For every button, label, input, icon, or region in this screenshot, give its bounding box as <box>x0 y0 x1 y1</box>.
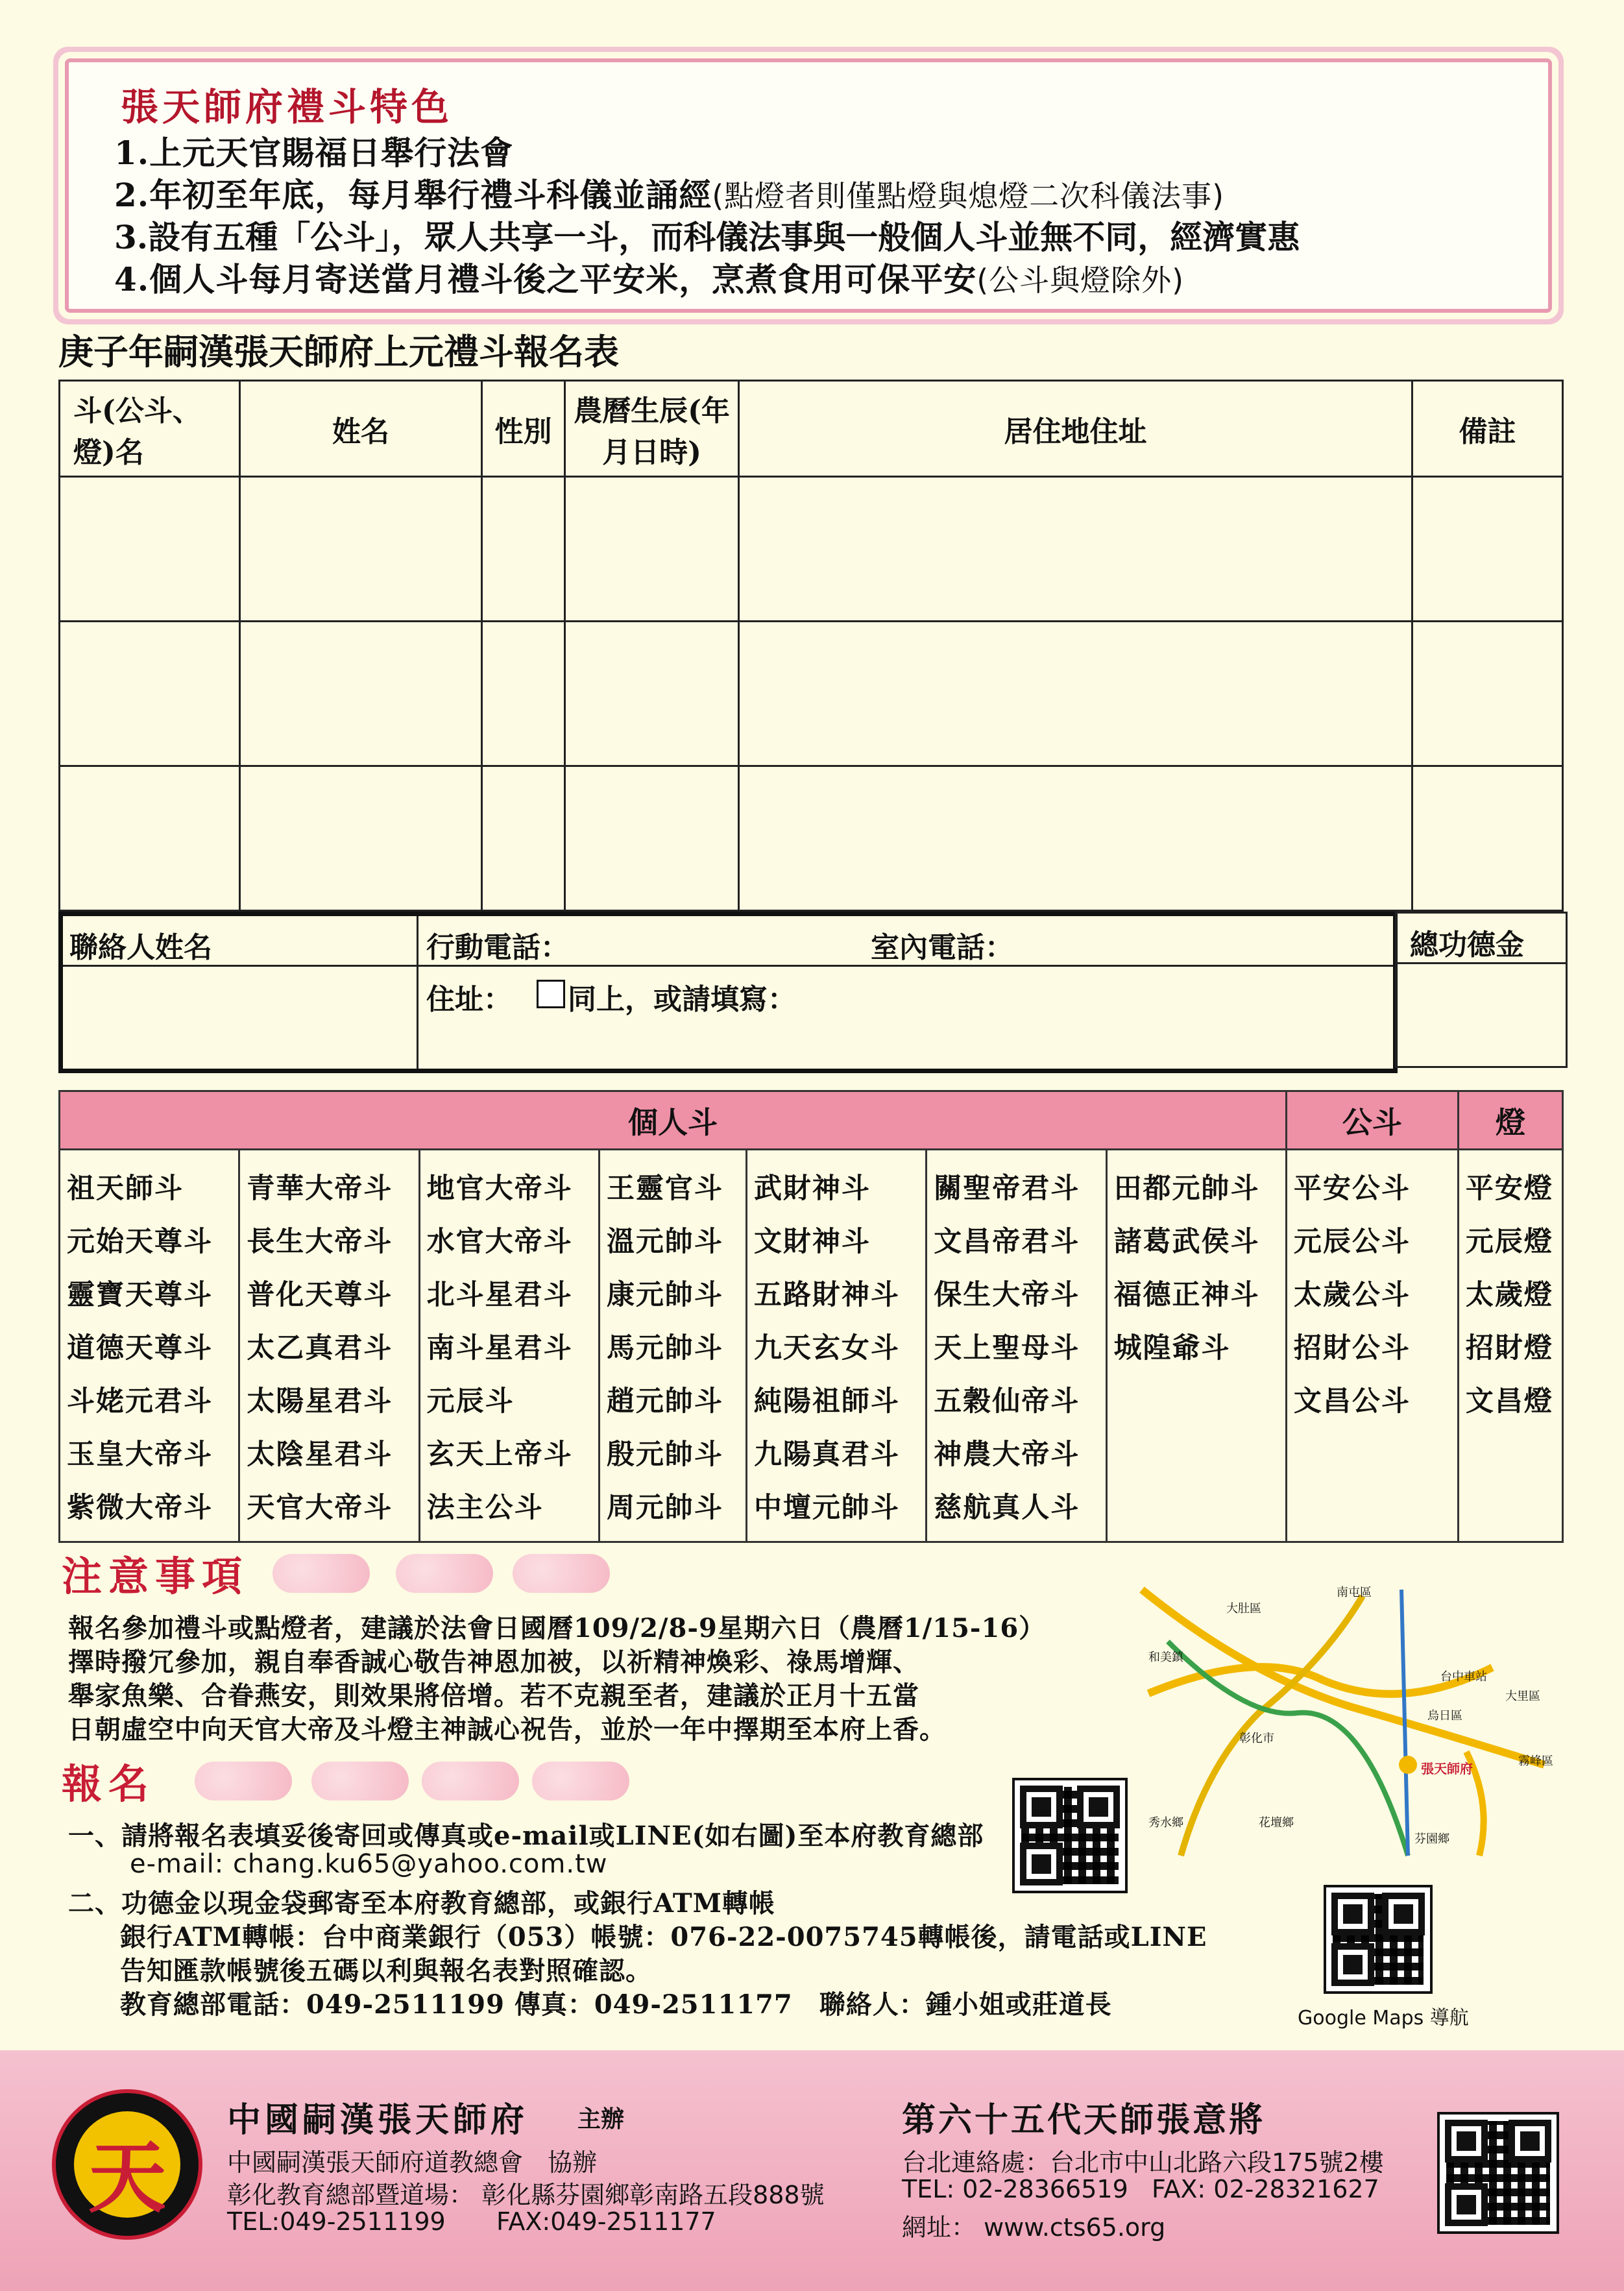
deity-cell: 普化天尊斗 <box>239 1266 419 1319</box>
cell-input[interactable] <box>240 766 482 911</box>
deity-cell: 城隍爺斗 <box>1106 1319 1286 1372</box>
header-lamp: 燈 <box>1458 1091 1562 1150</box>
signup-email[interactable]: e-mail: chang.ku65@yahoo.com.tw <box>130 1849 608 1879</box>
deity-cell: 諸葛武侯斗 <box>1106 1213 1286 1266</box>
deity-cell: 太陰星君斗 <box>239 1425 419 1479</box>
notice-title: 注意事項 <box>62 1553 249 1600</box>
signup-line: 二、功德金以現金袋郵寄至本府教育總部，或銀行ATM轉帳 <box>68 1888 775 1919</box>
deity-cell <box>1286 1425 1458 1479</box>
map-label: 秀水鄉 <box>1148 1816 1183 1830</box>
cell-input[interactable] <box>739 766 1412 911</box>
table-row <box>60 766 1563 911</box>
mobile-label: 行動電話： <box>426 931 569 964</box>
address-label: 住址： <box>426 983 512 1016</box>
deity-cell: 文昌帝君斗 <box>927 1213 1106 1266</box>
header-address: 居住地住址 <box>739 381 1412 477</box>
deity-cell: 長生大帝斗 <box>239 1213 419 1266</box>
website-qr-code[interactable] <box>1437 2112 1559 2234</box>
deity-cell: 招財公斗 <box>1286 1319 1458 1372</box>
deity-cell: 武財神斗 <box>746 1150 926 1213</box>
master-name: 第六十五代天師張意將 <box>902 2100 1266 2140</box>
hq-phone: TEL:049-2511199 <box>227 2207 446 2236</box>
cloud-decoration <box>513 1554 610 1593</box>
cell-input[interactable] <box>739 477 1412 622</box>
contact-box <box>58 912 1398 1073</box>
deity-cell: 五穀仙帝斗 <box>927 1372 1106 1425</box>
org-name: 中國嗣漢張天師府 <box>227 2100 529 2140</box>
notice-line: 舉家魚樂、合眷燕安，則效果將倍增。若不克親至者，建議於正月十五當 <box>68 1680 919 1711</box>
feature-line-4: 4.個人斗每月寄送當月禮斗後之平安米，烹煮食用可保平安(公斗與燈除外) <box>114 260 1185 298</box>
google-maps-label: Google Maps 導航 <box>1298 2007 1469 2030</box>
header-public: 公斗 <box>1286 1091 1458 1150</box>
cell-input[interactable] <box>1412 477 1563 622</box>
deity-cell: 元辰燈 <box>1458 1213 1562 1266</box>
deity-cell: 天上聖母斗 <box>927 1319 1106 1372</box>
deity-cell: 道德天尊斗 <box>60 1319 239 1372</box>
signup-line: 教育總部電話：049-2511199 傳真：049-2511177 聯絡人：鍾小姐或莊道長 <box>120 1989 1112 2020</box>
deity-cell: 斗姥元君斗 <box>60 1372 239 1425</box>
cloud-decoration <box>396 1554 493 1593</box>
deity-cell: 田都元帥斗 <box>1106 1150 1286 1213</box>
table-row <box>60 477 1563 622</box>
deity-cell: 神農大帝斗 <box>927 1425 1106 1479</box>
notice-line: 擇時撥冗參加，親自奉香誠心敬告神恩加被，以祈精神煥彩、祿馬增輝、 <box>68 1647 919 1677</box>
deity-cell <box>1458 1425 1562 1479</box>
table-row <box>60 622 1563 766</box>
temple-marker-label: 張天師府 <box>1421 1761 1473 1776</box>
merit-box <box>1395 912 1568 1068</box>
header-name: 姓名 <box>240 381 482 477</box>
header-gender: 性別 <box>482 381 565 477</box>
cell-input[interactable] <box>60 477 240 622</box>
taipei-address: 台北連絡處：台北市中山北路六段175號2樓 <box>902 2148 1384 2177</box>
signup-line: 一、請將報名表填妥後寄回或傳真或e-mail或LINE(如右圖)至本府教育總部 <box>68 1821 984 1851</box>
registration-table <box>58 380 1564 912</box>
cell-input[interactable] <box>482 477 565 622</box>
map-label: 大里區 <box>1505 1690 1540 1703</box>
deity-cell: 水官大帝斗 <box>419 1213 599 1266</box>
deity-cell: 太歲燈 <box>1458 1266 1562 1319</box>
deity-cell: 太乙真君斗 <box>239 1319 419 1372</box>
cell-input[interactable] <box>60 766 240 911</box>
deity-cell: 玉皇大帝斗 <box>60 1425 239 1479</box>
deity-cell: 周元帥斗 <box>599 1479 746 1542</box>
footer <box>0 2050 1624 2291</box>
signup-title: 報名 <box>62 1760 156 1808</box>
co-org: 中國嗣漢張天師府道教總會 協辦 <box>227 2148 598 2177</box>
deity-cell <box>1458 1479 1562 1542</box>
deity-cell: 九陽真君斗 <box>746 1425 926 1479</box>
deity-cell <box>1106 1425 1286 1479</box>
google-maps-qr-code[interactable] <box>1324 1885 1433 1994</box>
deity-cell: 殷元帥斗 <box>599 1425 746 1479</box>
cloud-decoration <box>532 1762 629 1800</box>
hq-address: 彰化教育總部暨道場： 彰化縣芬園鄉彰南路五段888號 <box>227 2181 825 2209</box>
website[interactable]: 網址： www.cts65.org <box>902 2213 1166 2242</box>
deity-cell <box>1106 1479 1286 1542</box>
cell-input[interactable] <box>482 766 565 911</box>
deity-cell: 王靈官斗 <box>599 1150 746 1213</box>
header-remarks: 備註 <box>1412 381 1563 477</box>
deity-cell: 靈寶天尊斗 <box>60 1266 239 1319</box>
deity-cell: 元辰斗 <box>419 1372 599 1425</box>
deity-cell: 五路財神斗 <box>746 1266 926 1319</box>
deity-cell: 純陽祖師斗 <box>746 1372 926 1425</box>
deity-cell: 中壇元帥斗 <box>746 1479 926 1542</box>
deity-cell: 太歲公斗 <box>1286 1266 1458 1319</box>
logo-char: 天 <box>88 2132 166 2224</box>
cell-input[interactable] <box>240 622 482 766</box>
form-title: 庚子年嗣漢張天師府上元禮斗報名表 <box>58 331 619 372</box>
deity-cell: 北斗星君斗 <box>419 1266 599 1319</box>
cell-input[interactable] <box>739 622 1412 766</box>
map-label: 彰化市 <box>1239 1732 1274 1745</box>
feature-line-1: 1.上元天官賜福日舉行法會 <box>114 134 514 172</box>
deity-cell: 青華大帝斗 <box>239 1150 419 1213</box>
deity-cell: 平安公斗 <box>1286 1150 1458 1213</box>
cell-input[interactable] <box>1412 622 1563 766</box>
map-label: 南屯區 <box>1337 1586 1372 1599</box>
header-lamp-name: 斗(公斗、燈)名 <box>60 381 240 477</box>
map-label: 烏日區 <box>1427 1709 1462 1723</box>
signup-line: 告知匯款帳號後五碼以利與報名表對照確認。 <box>120 1956 652 1986</box>
deity-cell: 趙元帥斗 <box>599 1372 746 1425</box>
signup-line: 銀行ATM轉帳：台中商業銀行（053）帳號：076-22-0075745轉帳後，請電話或LINE <box>120 1922 1207 1952</box>
map-label: 芬園鄉 <box>1414 1832 1449 1846</box>
deity-cell: 慈航真人斗 <box>927 1479 1106 1542</box>
merit-label: 總功德金 <box>1410 928 1524 962</box>
map-label: 花壇鄉 <box>1259 1816 1294 1830</box>
cloud-decoration <box>311 1762 409 1800</box>
feature-line-2: 2.年初至年底，每月舉行禮斗科儀並誦經(點燈者則僅點燈與熄燈二次科儀法事) <box>114 176 1225 214</box>
cell-input[interactable] <box>565 622 739 766</box>
header-birth: 農曆生辰(年月日時) <box>565 381 739 477</box>
deity-cell: 元始天尊斗 <box>60 1213 239 1266</box>
cell-input[interactable] <box>60 622 240 766</box>
same-label: 同上，或請填寫： <box>568 983 796 1016</box>
deity-cell: 天官大帝斗 <box>239 1479 419 1542</box>
home-phone-label: 室內電話： <box>871 931 1013 964</box>
map-label: 和美鎮 <box>1148 1651 1183 1664</box>
deity-cell: 法主公斗 <box>419 1479 599 1542</box>
deity-cell: 祖天師斗 <box>60 1150 239 1213</box>
deity-cell: 關聖帝君斗 <box>927 1150 1106 1213</box>
features-box <box>65 58 1552 313</box>
deity-cell: 南斗星君斗 <box>419 1319 599 1372</box>
taipei-fax: FAX: 02-28321627 <box>1152 2175 1379 2203</box>
deity-cell: 溫元帥斗 <box>599 1213 746 1266</box>
org-role: 主辦 <box>577 2106 625 2133</box>
map-label: 霧峰區 <box>1518 1754 1553 1768</box>
location-map <box>1129 1570 1557 1869</box>
table-row <box>60 1372 1563 1425</box>
deity-cell: 元辰公斗 <box>1286 1213 1458 1266</box>
deity-cell: 保生大帝斗 <box>927 1266 1106 1319</box>
table-row <box>60 1266 1563 1319</box>
map-label: 台中車站 <box>1440 1670 1487 1684</box>
deity-cell: 康元帥斗 <box>599 1266 746 1319</box>
contact-name-label: 聯絡人姓名 <box>69 931 212 964</box>
deity-cell: 九天玄女斗 <box>746 1319 926 1372</box>
table-row <box>60 1150 1563 1213</box>
deity-cell <box>1106 1372 1286 1425</box>
deity-cell <box>1286 1479 1458 1542</box>
features-title: 張天師府禮斗特色 <box>121 85 454 129</box>
deity-cell: 文昌燈 <box>1458 1372 1562 1425</box>
taipei-phone: TEL: 02-28366519 <box>902 2175 1128 2203</box>
feature-line-3: 3.設有五種「公斗」，眾人共享一斗，而科儀法事與一般個人斗並無不同，經濟實惠 <box>114 218 1300 256</box>
cell-input[interactable] <box>565 766 739 911</box>
taoist-logo <box>52 2089 202 2240</box>
notice-line: 報名參加禮斗或點燈者，建議於法會日國曆109/2/8-9星期六日（農曆1/15-16） <box>68 1613 1046 1643</box>
deity-cell: 文昌公斗 <box>1286 1372 1458 1425</box>
line-qr-code[interactable] <box>1012 1778 1128 1893</box>
cell-input[interactable] <box>240 477 482 622</box>
header-personal: 個人斗 <box>60 1091 1287 1150</box>
same-as-above-checkbox[interactable] <box>537 980 565 1008</box>
deity-cell: 招財燈 <box>1458 1319 1562 1372</box>
deity-cell: 福德正神斗 <box>1106 1266 1286 1319</box>
deity-cell: 玄天上帝斗 <box>419 1425 599 1479</box>
cell-input[interactable] <box>565 477 739 622</box>
table-row <box>60 1319 1563 1372</box>
cloud-decoration <box>422 1762 519 1800</box>
deity-cell: 地官大帝斗 <box>419 1150 599 1213</box>
deity-cell: 文財神斗 <box>746 1213 926 1266</box>
table-row <box>60 1479 1563 1542</box>
deity-cell: 平安燈 <box>1458 1150 1562 1213</box>
cell-input[interactable] <box>1412 766 1563 911</box>
deity-cell: 太陽星君斗 <box>239 1372 419 1425</box>
map-label: 大肚區 <box>1226 1602 1261 1616</box>
table-row <box>60 1425 1563 1479</box>
deity-table <box>58 1090 1564 1543</box>
table-row <box>60 1213 1563 1266</box>
deity-cell: 紫微大帝斗 <box>60 1479 239 1542</box>
notice-line: 日朝虛空中向天官大帝及斗燈主神誠心祝告，並於一年中擇期至本府上香。 <box>68 1714 946 1745</box>
deity-cell: 馬元帥斗 <box>599 1319 746 1372</box>
cloud-decoration <box>195 1762 292 1800</box>
cloud-decoration <box>273 1554 370 1593</box>
hq-fax: FAX:049-2511177 <box>496 2207 716 2236</box>
cell-input[interactable] <box>482 622 565 766</box>
